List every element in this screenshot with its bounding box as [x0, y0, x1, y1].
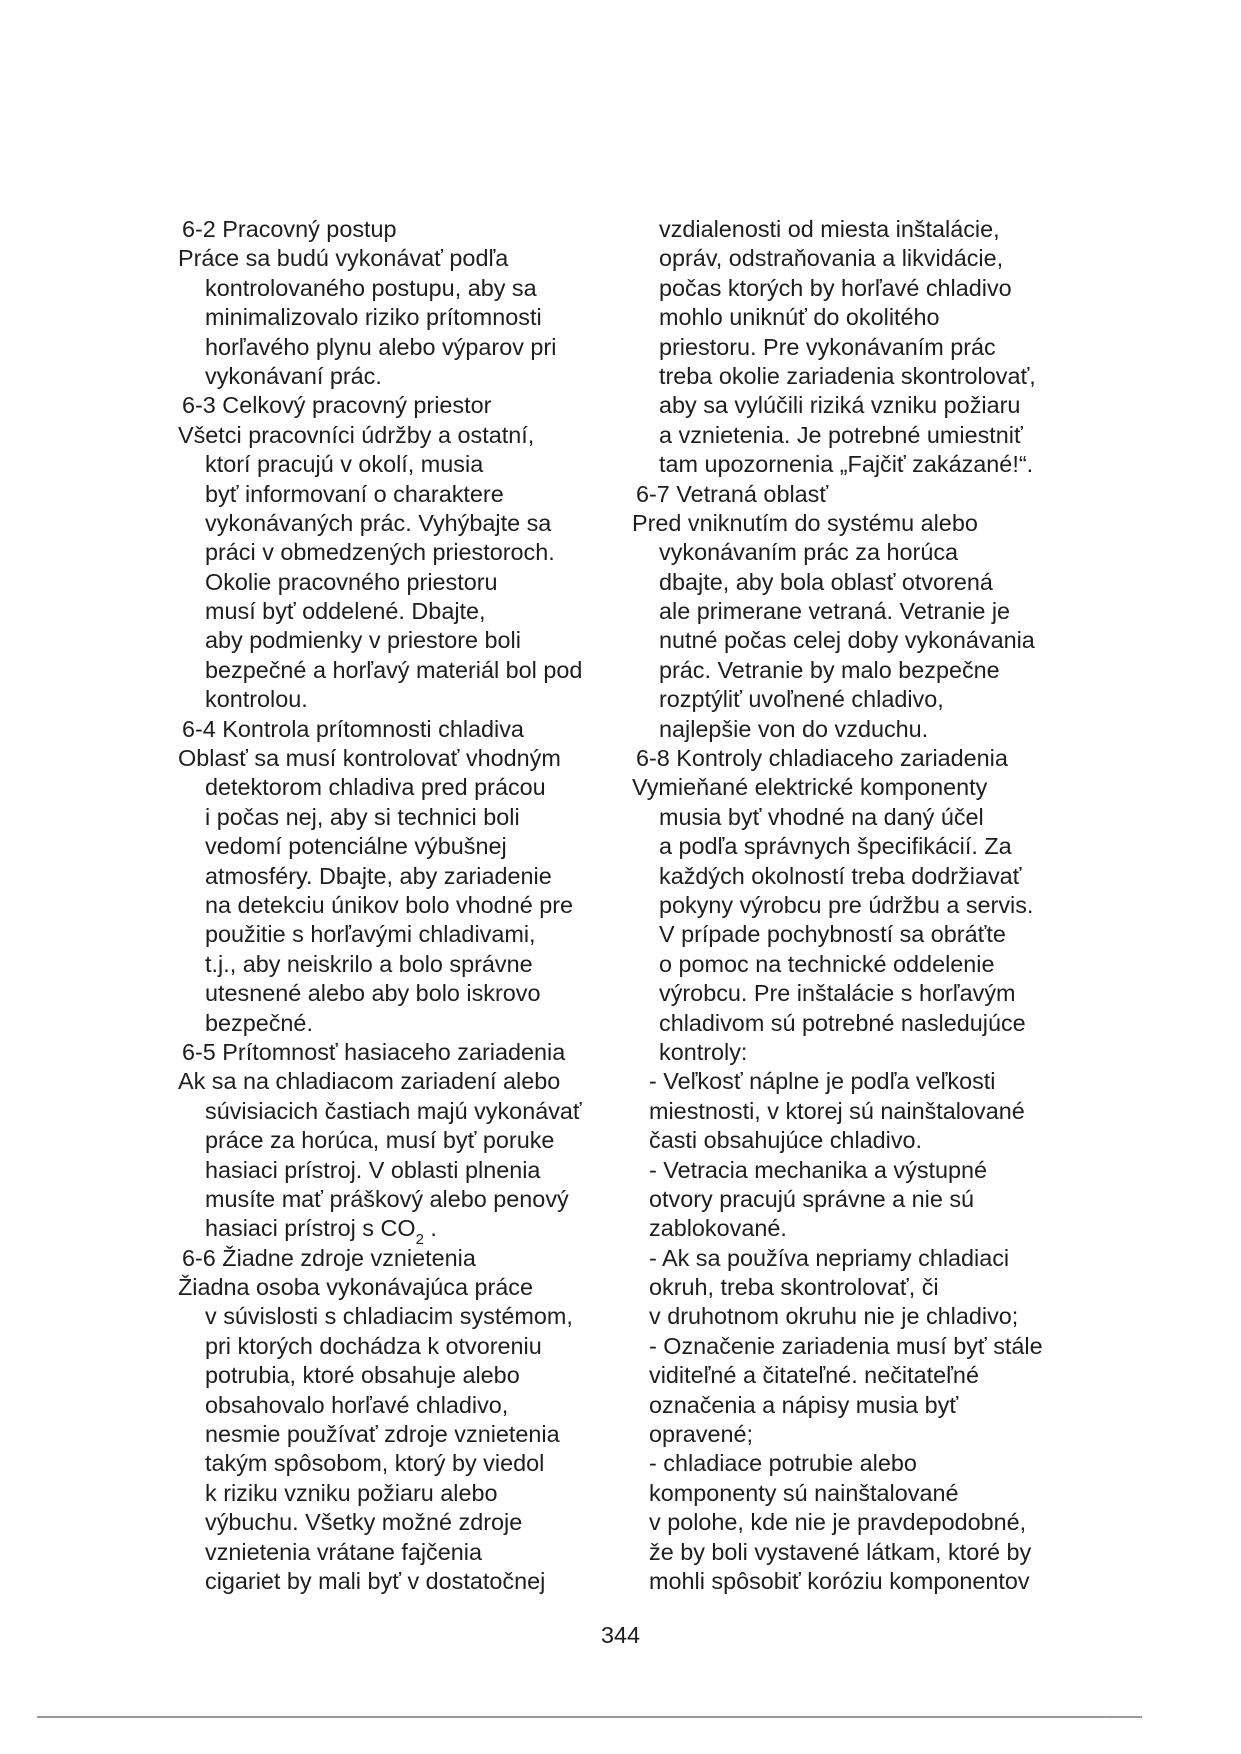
text-line: minimalizovalo riziko prítomnosti	[205, 304, 542, 331]
text-line: a podľa správnych špecifikácií. Za	[659, 833, 1012, 860]
text-line: cigariet by mali byť v dostatočnej	[205, 1567, 546, 1594]
section-heading: 6-8 Kontroly chladiaceho zariadenia	[636, 745, 1008, 772]
text-line: každých okolností treba dodržiavať	[659, 862, 1022, 889]
text-line: v druhotnom okruhu nie je chladivo;	[649, 1303, 1019, 1330]
text-line: Vymieňané elektrické komponenty	[632, 774, 988, 801]
text-line: chladivom sú potrebné nasledujúce	[659, 1009, 1026, 1036]
text-line: i počas nej, aby si technici boli	[205, 803, 520, 830]
text-line: k riziku vzniku požiaru alebo	[205, 1479, 498, 1506]
text-line: nesmie používať zdroje vznietenia	[205, 1421, 560, 1448]
text-line: mohlo uniknúť do okolitého	[659, 304, 940, 331]
text-line: pri ktorých dochádza k otvoreniu	[205, 1332, 542, 1359]
text-line: musia byť vhodné na daný účel	[659, 803, 984, 830]
footer-dots: ·····	[1103, 1711, 1148, 1721]
text-line: o pomoc na technické oddelenie	[659, 950, 995, 977]
text-line: - Vetracia mechanika a výstupné	[649, 1156, 988, 1183]
text-line: počas ktorých by horľavé chladivo	[659, 274, 1012, 301]
section-heading: 6-2 Pracovný postup	[182, 216, 397, 242]
text-line: okruh, treba skontrolovať, či	[649, 1274, 939, 1301]
text-line: V prípade pochybností sa obráťte	[659, 921, 1006, 948]
text-line: kontrolou.	[205, 686, 308, 713]
text-line: súvisiacich častiach majú vykonávať	[205, 1097, 582, 1124]
text-line: opráv, odstraňovania a likvidácie,	[659, 245, 1004, 272]
text-line: opravené;	[649, 1421, 754, 1448]
text-line: kontroly:	[659, 1038, 748, 1065]
text-line: aby podmienky v priestore boli	[205, 627, 521, 654]
text-line: v súvislosti s chladiacim systémom,	[205, 1303, 573, 1330]
text-line: hasiaci prístroj. V oblasti plnenia	[205, 1156, 541, 1183]
subscript: 2	[415, 1231, 424, 1249]
section-heading: 6-7 Vetraná oblasť	[636, 480, 829, 507]
text-line: komponenty sú nainštalované	[649, 1479, 959, 1506]
text-line: aby sa vylúčili riziká vzniku požiaru	[659, 392, 1021, 419]
text-line: najlepšie von do vzduchu.	[659, 715, 929, 742]
text-line: - Ak sa používa nepriamy chladiaci	[649, 1244, 1010, 1271]
text-line: prác. Vetranie by malo bezpečne	[659, 656, 1000, 683]
text-line: vykonávaní prác.	[205, 362, 382, 389]
footer-rule	[37, 1716, 1142, 1718]
text-line: otvory pracujú správne a nie sú	[649, 1185, 975, 1212]
text-line: utesnené alebo aby bolo iskrovo	[205, 980, 541, 1007]
text-line: označenia a nápisy musia byť	[649, 1391, 959, 1418]
text-line: na detekciu únikov bolo vhodné pre	[205, 891, 574, 918]
text-line: výrobcu. Pre inštalácie s horľavým	[659, 980, 1016, 1007]
text-line: byť informovaní o charaktere	[205, 480, 504, 507]
text-line: bezpečné a horľavý materiál bol pod	[205, 656, 583, 683]
text-line: nutné počas celej doby vykonávania	[659, 627, 1035, 654]
text-line: viditeľné a čitateľné. nečitateľné	[649, 1362, 979, 1389]
text-line: použitie s horľavými chladivami,	[205, 921, 536, 948]
text-line: Práce sa budú vykonávať podľa	[178, 245, 509, 272]
text-line: potrubia, ktoré obsahuje alebo	[205, 1362, 520, 1389]
text-line: vykonávaných prác. Vyhýbajte sa	[205, 509, 552, 536]
section-heading: 6-4 Kontrola prítomnosti chladiva	[182, 715, 524, 742]
text-line: práce za horúca, musí byť poruke	[205, 1127, 555, 1154]
text-line: Okolie pracovného priestoru	[205, 568, 498, 595]
text-line: Pred vniknutím do systému alebo	[632, 509, 978, 536]
text-line: ktorí pracujú v okolí, musia	[205, 451, 484, 478]
section-heading: 6-3 Celkový pracovný priestor	[182, 392, 492, 419]
section-heading: 6-6 Žiadne zdroje vznietenia	[182, 1244, 476, 1271]
text-line: miestnosti, v ktorej sú nainštalované	[649, 1097, 1025, 1124]
left-column	[178, 215, 638, 1596]
page-number: 344	[600, 1622, 641, 1648]
text-line: treba okolie zariadenia skontrolovať,	[659, 362, 1036, 389]
text-line: hasiaci prístroj s $CO_2$ .	[205, 1215, 437, 1249]
text-line: bezpečné.	[205, 1009, 313, 1036]
text-line: tam upozornenia „Fajčiť zakázané!“.	[659, 451, 1034, 478]
section-heading: 6-5 Prítomnosť hasiaceho zariadenia	[182, 1038, 566, 1065]
text-line: detektorom chladiva pred prácou	[205, 774, 546, 801]
text-line: zablokované.	[649, 1215, 787, 1242]
text-line: výbuchu. Všetky možné zdroje	[205, 1509, 523, 1536]
text-line: Oblasť sa musí kontrolovať vhodným	[178, 745, 561, 772]
text-line: takým spôsobom, ktorý by viedol	[205, 1450, 545, 1477]
text-line: rozptýliť uvoľnené chladivo,	[659, 686, 944, 713]
text-line: ale primerane vetraná. Vetranie je	[659, 598, 1011, 625]
text-line: - chladiace potrubie alebo	[649, 1450, 917, 1477]
text-line: pokyny výrobcu pre údržbu a servis.	[659, 891, 1034, 918]
text-line: práci v obmedzených priestoroch.	[205, 539, 555, 566]
text-line: horľavého plynu alebo výparov pri	[205, 333, 557, 360]
text-line: časti obsahujúce chladivo.	[649, 1127, 923, 1154]
text-line: musíte mať práškový alebo penový	[205, 1185, 569, 1212]
text-line: dbajte, aby bola oblasť otvorená	[659, 568, 993, 595]
text-line: musí byť oddelené. Dbajte,	[205, 598, 486, 625]
text-line: Ak sa na chladiacom zariadení alebo	[178, 1068, 561, 1095]
text-line: priestoru. Pre vykonávaním prác	[659, 333, 996, 360]
text-line: atmosféry. Dbajte, aby zariadenie	[205, 862, 552, 889]
text-line: kontrolovaného postupu, aby sa	[205, 274, 537, 301]
text-line: obsahovalo horľavé chladivo,	[205, 1391, 509, 1418]
text-line: t.j., aby neiskrilo a bolo správne	[205, 950, 533, 977]
text-line: - Veľkosť náplne je podľa veľkosti	[649, 1068, 996, 1095]
text-line: že by boli vystavené látkam, ktoré by	[649, 1538, 1032, 1565]
text-line: vedomí potenciálne výbušnej	[205, 833, 507, 860]
text-line: vzdialenosti od miesta inštalácie,	[659, 216, 1000, 242]
text-line: vykonávaním prác za horúca	[659, 539, 959, 566]
right-column	[632, 215, 1082, 1596]
text-line: a vznietenia. Je potrebné umiestniť	[659, 421, 1023, 448]
text-line: vznietenia vrátane fajčenia	[205, 1538, 482, 1565]
text-line: - Označenie zariadenia musí byť stále	[649, 1332, 1043, 1359]
text-line: Žiadna osoba vykonávajúca práce	[178, 1274, 533, 1301]
text-line: v polohe, kde nie je pravdepodobné,	[649, 1509, 1027, 1536]
text-line: Všetci pracovníci údržby a ostatní,	[178, 421, 535, 448]
text-line: mohli spôsobiť koróziu komponentov	[649, 1567, 1030, 1594]
